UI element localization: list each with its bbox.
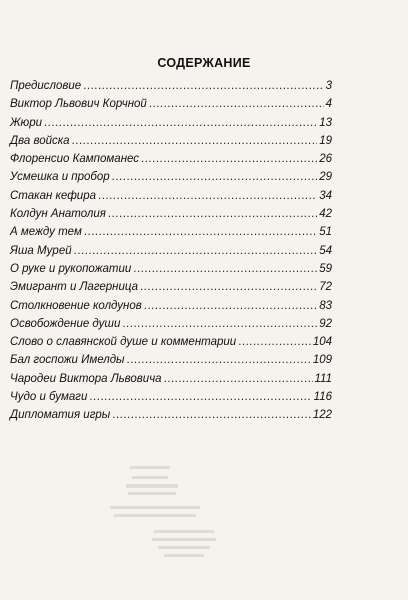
- toc-entry-title: Бал госпожи Имелды: [10, 354, 125, 367]
- toc-dot-leader: [72, 135, 318, 147]
- toc-dot-leader: [149, 98, 324, 110]
- toc-entry-page: 109: [312, 354, 332, 367]
- table-of-contents: [10, 80, 332, 428]
- toc-dot-leader: [122, 318, 317, 330]
- toc-entry-title: Стакан кефира: [10, 189, 96, 202]
- toc-entry-title: Эмигрант и Лагерница: [10, 281, 138, 294]
- toc-entry: [10, 318, 332, 336]
- toc-entry-title: Усмешка и пробор: [10, 171, 110, 184]
- toc-entry: [10, 171, 332, 189]
- toc-entry: [10, 263, 332, 281]
- toc-entry-page: 51: [319, 226, 332, 239]
- toc-entry: [10, 117, 332, 135]
- toc-entry-title: Яша Мурей: [10, 244, 72, 257]
- toc-entry: [10, 245, 332, 263]
- toc-dot-leader: [144, 300, 317, 312]
- show-through-imprint: [110, 462, 280, 575]
- toc-entry-page: 29: [319, 171, 332, 184]
- faint-text-lines: [110, 462, 280, 572]
- toc-entry-page: 116: [313, 391, 332, 404]
- toc-entry: [10, 300, 332, 318]
- toc-entry: [10, 354, 332, 372]
- toc-dot-leader: [98, 190, 317, 202]
- toc-dot-leader: [112, 171, 318, 183]
- toc-entry-title: А между тем: [10, 226, 82, 239]
- toc-dot-leader: [133, 263, 317, 275]
- toc-dot-leader: [140, 281, 317, 293]
- toc-entry-title: Виктор Львович Корчной: [10, 98, 147, 111]
- toc-entry-title: Флоренсио Кампоманес: [10, 153, 140, 166]
- toc-entry: [10, 391, 332, 409]
- toc-entry: [10, 153, 332, 171]
- toc-entry-page: 92: [319, 317, 332, 330]
- toc-dot-leader: [84, 226, 317, 238]
- toc-dot-leader: [44, 117, 317, 129]
- toc-dot-leader: [89, 391, 311, 403]
- toc-dot-leader: [112, 409, 311, 421]
- toc-entry-page: 34: [319, 189, 332, 202]
- toc-entry: [10, 98, 332, 116]
- toc-entry-title: Предисловие: [10, 80, 82, 92]
- toc-entry-title: Жюри: [10, 116, 42, 129]
- toc-dot-leader: [108, 208, 317, 220]
- toc-entry-title: Столкновение колдунов: [10, 299, 142, 312]
- toc-entry-page: 83: [319, 299, 332, 312]
- toc-entry-title: Слово о славянской душе и комментарии: [10, 336, 237, 349]
- toc-dot-leader: [164, 373, 313, 385]
- toc-entry: [10, 373, 332, 391]
- toc-entry: [10, 190, 332, 208]
- toc-entry-page: 59: [319, 262, 332, 275]
- toc-entry-title: Колдун Анатолия: [10, 208, 106, 221]
- toc-entry-page: 4: [325, 98, 332, 111]
- toc-entry: [10, 135, 332, 153]
- toc-dot-leader: [141, 153, 317, 165]
- toc-entry-page: 42: [319, 208, 332, 221]
- toc-entry-page: 54: [319, 244, 332, 257]
- toc-entry-page: 122: [312, 409, 332, 422]
- toc-entry-page: 111: [314, 372, 332, 385]
- toc-entry-page: 19: [319, 134, 332, 147]
- toc-entry-page: 72: [319, 281, 332, 294]
- page-title: СОДЕРЖАНИЕ: [157, 56, 251, 70]
- toc-dot-leader: [83, 80, 323, 92]
- toc-dot-leader: [127, 354, 311, 366]
- toc-entry: [10, 281, 332, 299]
- toc-entry-page: 104: [312, 336, 332, 349]
- toc-entry-page: 26: [319, 153, 332, 166]
- toc-entry-title: Два войска: [10, 134, 70, 147]
- toc-dot-leader: [238, 336, 311, 348]
- toc-entry: [10, 208, 332, 226]
- toc-entry-title: Чудо и бумаги: [10, 391, 88, 404]
- toc-entry: [10, 80, 332, 98]
- toc-entry: [10, 336, 332, 354]
- toc-entry-title: Чародеи Виктора Львовича: [10, 372, 162, 385]
- toc-entry-page: 13: [319, 116, 332, 129]
- toc-dot-leader: [74, 245, 318, 257]
- toc-entry-title: О руке и рукопожатии: [10, 262, 132, 275]
- toc-entry-page: 3: [325, 80, 332, 92]
- toc-entry: [10, 409, 332, 427]
- toc-entry-title: Дипломатия игры: [10, 409, 111, 422]
- toc-entry-title: Освобождение души: [10, 317, 121, 330]
- toc-entry: [10, 226, 332, 244]
